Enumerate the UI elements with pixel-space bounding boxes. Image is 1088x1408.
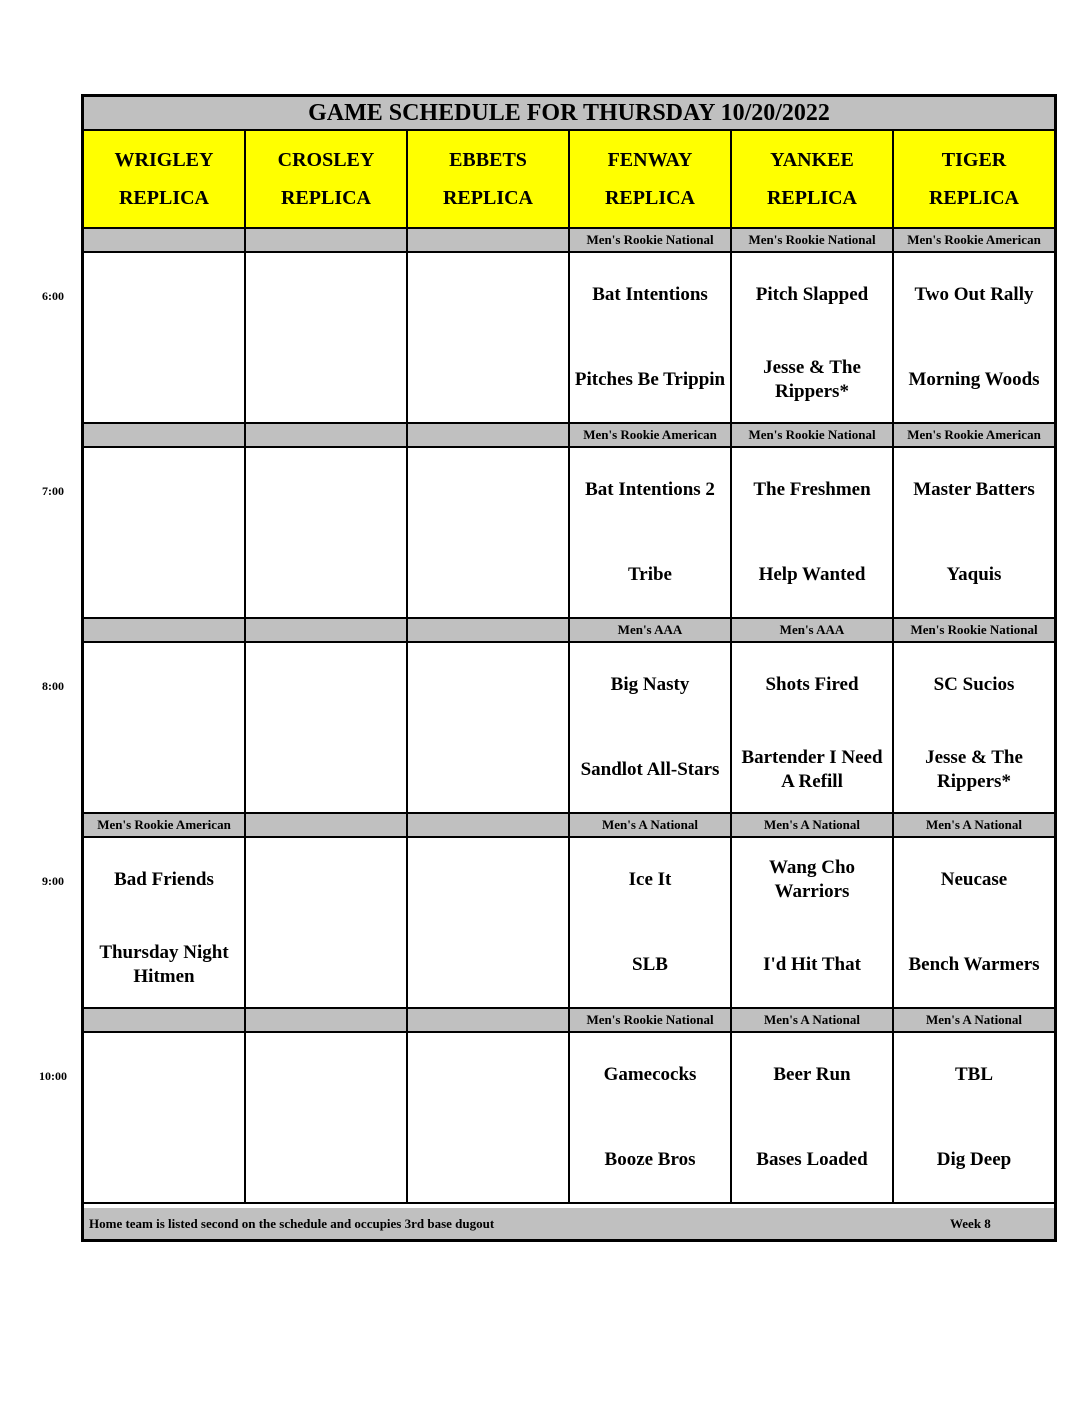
division-label: Men's AAA xyxy=(570,619,732,641)
home-team xyxy=(86,740,242,800)
game-cell xyxy=(570,643,732,812)
away-team xyxy=(248,850,404,910)
field-name: FENWAY xyxy=(607,149,693,171)
away-team: Pitch Slapped xyxy=(755,284,869,305)
game-row xyxy=(84,1033,1054,1204)
away-team: The Freshmen xyxy=(753,479,871,500)
game-cell xyxy=(894,448,1054,617)
game-cell xyxy=(408,1033,570,1202)
game-cell xyxy=(408,253,570,422)
home-team: Bases Loaded xyxy=(756,1149,868,1170)
field-subtitle: REPLICA xyxy=(118,187,209,209)
home-team: Thursday Night Hitmen xyxy=(99,942,229,987)
home-team: Booze Bros xyxy=(604,1149,696,1170)
field-name: WRIGLEY xyxy=(114,149,214,171)
time-label: 6:00 xyxy=(42,289,64,303)
field-header-tiger xyxy=(894,131,1054,227)
division-label: Men's A National xyxy=(732,814,894,836)
division-label xyxy=(84,424,246,446)
division-label xyxy=(84,1009,246,1031)
away-team xyxy=(86,1045,242,1105)
away-team: Wang Cho Warriors xyxy=(768,857,856,902)
game-cell xyxy=(84,1033,246,1202)
away-team xyxy=(86,460,242,520)
away-team xyxy=(86,655,242,715)
division-label: Men's Rookie National xyxy=(732,424,894,446)
division-label: Men's Rookie American xyxy=(84,814,246,836)
division-label xyxy=(246,619,408,641)
home-team: Yaquis xyxy=(946,564,1002,585)
game-cell xyxy=(246,1033,408,1202)
away-team: Big Nasty xyxy=(610,674,690,695)
field-name: EBBETS xyxy=(449,149,527,171)
time-label: 9:00 xyxy=(42,874,64,888)
game-cell xyxy=(408,448,570,617)
away-team xyxy=(248,265,404,325)
time-slot xyxy=(84,424,1054,619)
field-header-crosley xyxy=(246,131,408,227)
away-team xyxy=(410,655,566,715)
division-label xyxy=(84,229,246,251)
division-row xyxy=(84,619,1054,643)
game-cell xyxy=(732,838,894,1007)
home-team xyxy=(86,545,242,605)
away-team xyxy=(248,460,404,520)
home-team: Dig Deep xyxy=(936,1149,1012,1170)
home-team: Sandlot All-Stars xyxy=(580,759,720,780)
home-team xyxy=(248,350,404,410)
division-label: Men's A National xyxy=(732,1009,894,1031)
away-team: Master Batters xyxy=(913,479,1035,500)
home-team: Bartender I Need A Refill xyxy=(741,747,883,792)
division-label xyxy=(246,229,408,251)
home-team xyxy=(410,545,566,605)
game-cell xyxy=(894,838,1054,1007)
time-slot xyxy=(84,814,1054,1009)
away-team xyxy=(248,1045,404,1105)
game-cell xyxy=(894,1033,1054,1202)
home-team xyxy=(248,740,404,800)
division-label xyxy=(408,424,570,446)
division-label: Men's Rookie American xyxy=(894,424,1054,446)
home-team xyxy=(86,350,242,410)
division-row xyxy=(84,814,1054,838)
time-label: 8:00 xyxy=(42,679,64,693)
game-cell xyxy=(570,838,732,1007)
time-slot xyxy=(84,1009,1054,1204)
game-row xyxy=(84,838,1054,1009)
field-header-fenway xyxy=(570,131,732,227)
home-team xyxy=(410,740,566,800)
game-cell xyxy=(246,448,408,617)
away-team: Bat Intentions xyxy=(592,284,708,305)
field-subtitle: REPLICA xyxy=(604,187,695,209)
away-team: Two Out Rally xyxy=(914,284,1034,305)
home-team: SLB xyxy=(632,954,668,975)
away-team xyxy=(86,265,242,325)
game-cell xyxy=(894,253,1054,422)
game-cell xyxy=(408,838,570,1007)
time-label: 10:00 xyxy=(39,1069,67,1083)
home-team xyxy=(248,545,404,605)
home-team: Tribe xyxy=(628,564,672,585)
division-label: Men's Rookie National xyxy=(570,229,732,251)
away-team: Bat Intentions 2 xyxy=(585,479,715,500)
away-team: Ice It xyxy=(628,869,672,890)
division-label: Men's Rookie American xyxy=(570,424,732,446)
schedule-footer xyxy=(84,1208,1054,1239)
away-team: SC Sucios xyxy=(933,674,1015,695)
footer-note: Home team is listed second on the schedule and occupies 3rd base dugout xyxy=(89,1216,495,1231)
field-header-wrigley xyxy=(84,131,246,227)
division-label: Men's A National xyxy=(894,814,1054,836)
game-cell xyxy=(732,1033,894,1202)
home-team xyxy=(410,350,566,410)
game-cell xyxy=(246,643,408,812)
game-cell xyxy=(570,1033,732,1202)
game-cell xyxy=(570,448,732,617)
home-team xyxy=(410,935,566,995)
game-cell xyxy=(732,643,894,812)
division-row xyxy=(84,424,1054,448)
game-cell xyxy=(84,838,246,1007)
schedule-table xyxy=(81,94,1057,1242)
home-team: Help Wanted xyxy=(758,564,866,585)
field-name: TIGER xyxy=(941,149,1007,171)
game-cell xyxy=(732,448,894,617)
away-team: Gamecocks xyxy=(603,1064,697,1085)
game-row xyxy=(84,448,1054,619)
division-label xyxy=(246,814,408,836)
time-slot xyxy=(84,229,1054,424)
away-team xyxy=(410,460,566,520)
field-header-row xyxy=(84,131,1054,229)
field-subtitle: REPLICA xyxy=(766,187,857,209)
field-subtitle: REPLICA xyxy=(928,187,1019,209)
field-header-ebbets xyxy=(408,131,570,227)
schedule-title: GAME SCHEDULE FOR THURSDAY 10/20/2022 xyxy=(84,97,1054,131)
game-cell xyxy=(84,643,246,812)
home-team: Jesse & The Rippers* xyxy=(925,747,1023,792)
field-name: CROSLEY xyxy=(277,149,375,171)
field-subtitle: REPLICA xyxy=(280,187,371,209)
division-label xyxy=(246,1009,408,1031)
division-label: Men's Rookie National xyxy=(732,229,894,251)
home-team: Morning Woods xyxy=(908,369,1040,390)
home-team: Bench Warmers xyxy=(908,954,1040,975)
game-cell xyxy=(570,253,732,422)
division-label: Men's A National xyxy=(894,1009,1054,1031)
away-team xyxy=(410,850,566,910)
game-cell xyxy=(732,253,894,422)
game-cell xyxy=(894,643,1054,812)
home-team: Jesse & The Rippers* xyxy=(763,357,861,402)
away-team: Beer Run xyxy=(773,1064,851,1085)
home-team xyxy=(248,1130,404,1190)
division-label: Men's Rookie American xyxy=(894,229,1054,251)
away-team xyxy=(410,265,566,325)
division-label xyxy=(246,424,408,446)
division-label xyxy=(408,229,570,251)
game-cell xyxy=(246,253,408,422)
division-label xyxy=(408,814,570,836)
away-team: Neucase xyxy=(940,869,1008,890)
home-team xyxy=(248,935,404,995)
division-label xyxy=(408,1009,570,1031)
home-team: Pitches Be Trippin xyxy=(574,369,726,390)
division-label: Men's A National xyxy=(570,814,732,836)
home-team xyxy=(86,1130,242,1190)
division-label xyxy=(84,619,246,641)
division-row xyxy=(84,1009,1054,1033)
game-cell xyxy=(246,838,408,1007)
division-label: Men's AAA xyxy=(732,619,894,641)
division-label xyxy=(408,619,570,641)
time-label: 7:00 xyxy=(42,484,64,498)
game-cell xyxy=(84,448,246,617)
away-team xyxy=(248,655,404,715)
division-label: Men's Rookie National xyxy=(894,619,1054,641)
game-row xyxy=(84,643,1054,814)
game-row xyxy=(84,253,1054,424)
away-team: TBL xyxy=(954,1064,994,1085)
field-subtitle: REPLICA xyxy=(442,187,533,209)
field-name: YANKEE xyxy=(770,149,854,171)
division-row xyxy=(84,229,1054,253)
game-cell xyxy=(84,253,246,422)
time-slot xyxy=(84,619,1054,814)
away-team: Bad Friends xyxy=(114,869,214,890)
field-header-yankee xyxy=(732,131,894,227)
week-label: Week 8 xyxy=(950,1216,991,1231)
home-team: I'd Hit That xyxy=(763,954,861,975)
away-team xyxy=(410,1045,566,1105)
away-team: Shots Fired xyxy=(765,674,859,695)
game-cell xyxy=(408,643,570,812)
home-team xyxy=(410,1130,566,1190)
division-label: Men's Rookie National xyxy=(570,1009,732,1031)
